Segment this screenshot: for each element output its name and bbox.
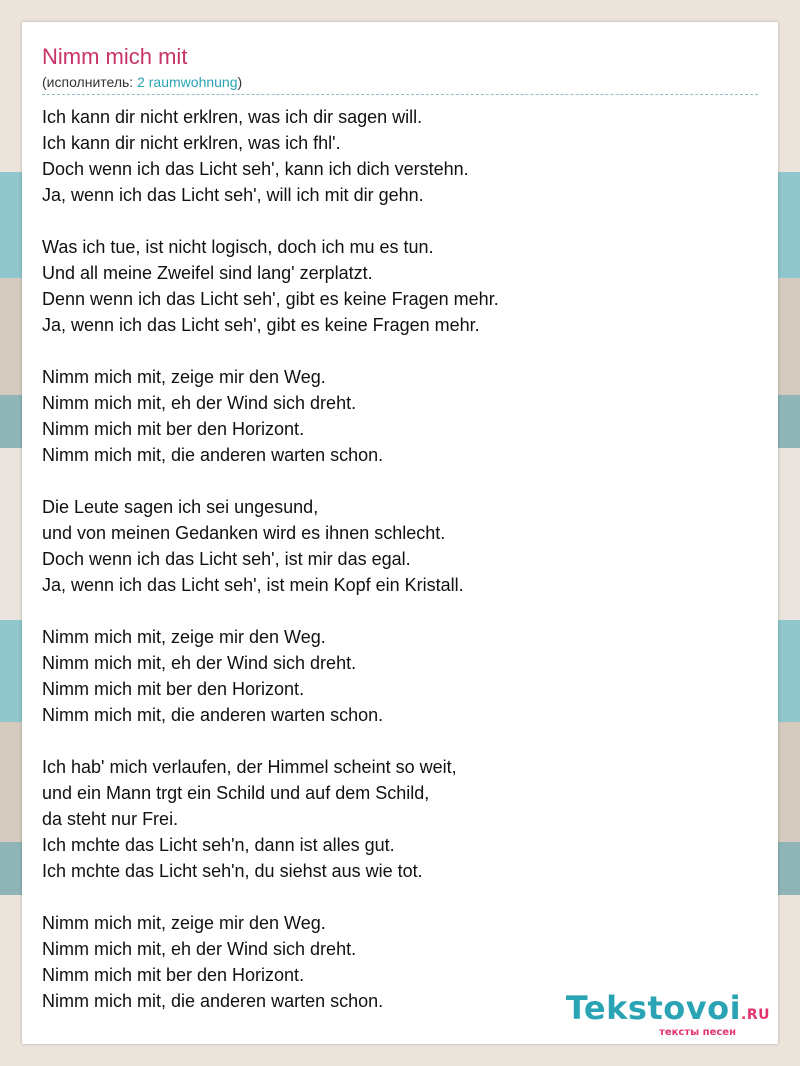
lyric-line: Nimm mich mit, eh der Wind sich dreht. bbox=[42, 393, 357, 413]
lyric-line: Nimm mich mit, die anderen warten schon. bbox=[42, 445, 384, 465]
logo-wordmark bbox=[566, 991, 770, 1032]
lyric-line: Nimm mich mit ber den Horizont. bbox=[42, 679, 305, 699]
logo-tagline: тексты песен bbox=[659, 1027, 736, 1038]
lyric-line: Ja, wenn ich das Licht seh', will ich mit dir gehn. bbox=[42, 185, 424, 205]
lyric-stanza bbox=[42, 754, 758, 884]
logo-name: Tekstovoi bbox=[565, 989, 742, 1027]
lyric-line: Ja, wenn ich das Licht seh', ist mein Kopf ein Kristall. bbox=[42, 575, 464, 595]
lyric-line: Ich kann dir nicht erklren, was ich dir sagen will. bbox=[42, 107, 423, 127]
lyric-stanza bbox=[42, 234, 758, 338]
lyric-line: Nimm mich mit, zeige mir den Weg. bbox=[42, 913, 326, 933]
lyric-line: Nimm mich mit ber den Horizont. bbox=[42, 419, 305, 439]
lyric-line: Die Leute sagen ich sei ungesund, bbox=[42, 497, 319, 517]
lyric-line: und ein Mann trgt ein Schild und auf dem Schild, bbox=[42, 783, 430, 803]
lyric-line: Ich hab' mich verlaufen, der Himmel scheint so weit, bbox=[42, 757, 457, 777]
lyrics-body bbox=[42, 104, 758, 1040]
lyric-stanza bbox=[42, 624, 758, 728]
logo-tld: .RU bbox=[741, 1007, 770, 1023]
lyric-line: Nimm mich mit, zeige mir den Weg. bbox=[42, 367, 326, 387]
artist-suffix: ) bbox=[237, 74, 243, 90]
lyric-line: da steht nur Frei. bbox=[42, 809, 179, 829]
lyric-line: Ich mchte das Licht seh'n, du siehst aus wie tot. bbox=[42, 861, 423, 881]
lyric-stanza bbox=[42, 104, 758, 208]
lyric-line: Was ich tue, ist nicht logisch, doch ich mu es tun. bbox=[42, 237, 434, 257]
lyric-line: Ich kann dir nicht erklren, was ich fhl'. bbox=[42, 133, 341, 153]
lyric-line: Nimm mich mit, eh der Wind sich dreht. bbox=[42, 653, 357, 673]
lyric-line: Nimm mich mit ber den Horizont. bbox=[42, 965, 305, 985]
artist-line bbox=[42, 72, 758, 92]
lyric-line: Doch wenn ich das Licht seh', kann ich dich verstehn. bbox=[42, 159, 469, 179]
lyric-line: Nimm mich mit, zeige mir den Weg. bbox=[42, 627, 326, 647]
lyric-stanza bbox=[42, 494, 758, 598]
song-header bbox=[42, 42, 758, 95]
lyric-stanza bbox=[42, 364, 758, 468]
artist-prefix: (исполнитель: bbox=[42, 74, 138, 90]
lyric-line: Nimm mich mit, die anderen warten schon. bbox=[42, 991, 384, 1011]
lyrics-card bbox=[22, 22, 778, 1044]
lyric-line: Nimm mich mit, die anderen warten schon. bbox=[42, 705, 384, 725]
lyric-line: Und all meine Zweifel sind lang' zerplatzt. bbox=[42, 263, 373, 283]
lyric-line: Ich mchte das Licht seh'n, dann ist alles gut. bbox=[42, 835, 395, 855]
lyric-line: Nimm mich mit, eh der Wind sich dreht. bbox=[42, 939, 357, 959]
site-logo[interactable] bbox=[566, 991, 770, 1038]
lyric-line: Ja, wenn ich das Licht seh', gibt es keine Fragen mehr. bbox=[42, 315, 480, 335]
lyric-line: Denn wenn ich das Licht seh', gibt es keine Fragen mehr. bbox=[42, 289, 499, 309]
lyric-line: Doch wenn ich das Licht seh', ist mir das egal. bbox=[42, 549, 411, 569]
artist-link[interactable]: 2 raumwohnung bbox=[137, 74, 238, 90]
lyric-line: und von meinen Gedanken wird es ihnen schlecht. bbox=[42, 523, 446, 543]
page-title: Nimm mich mit bbox=[42, 44, 188, 69]
